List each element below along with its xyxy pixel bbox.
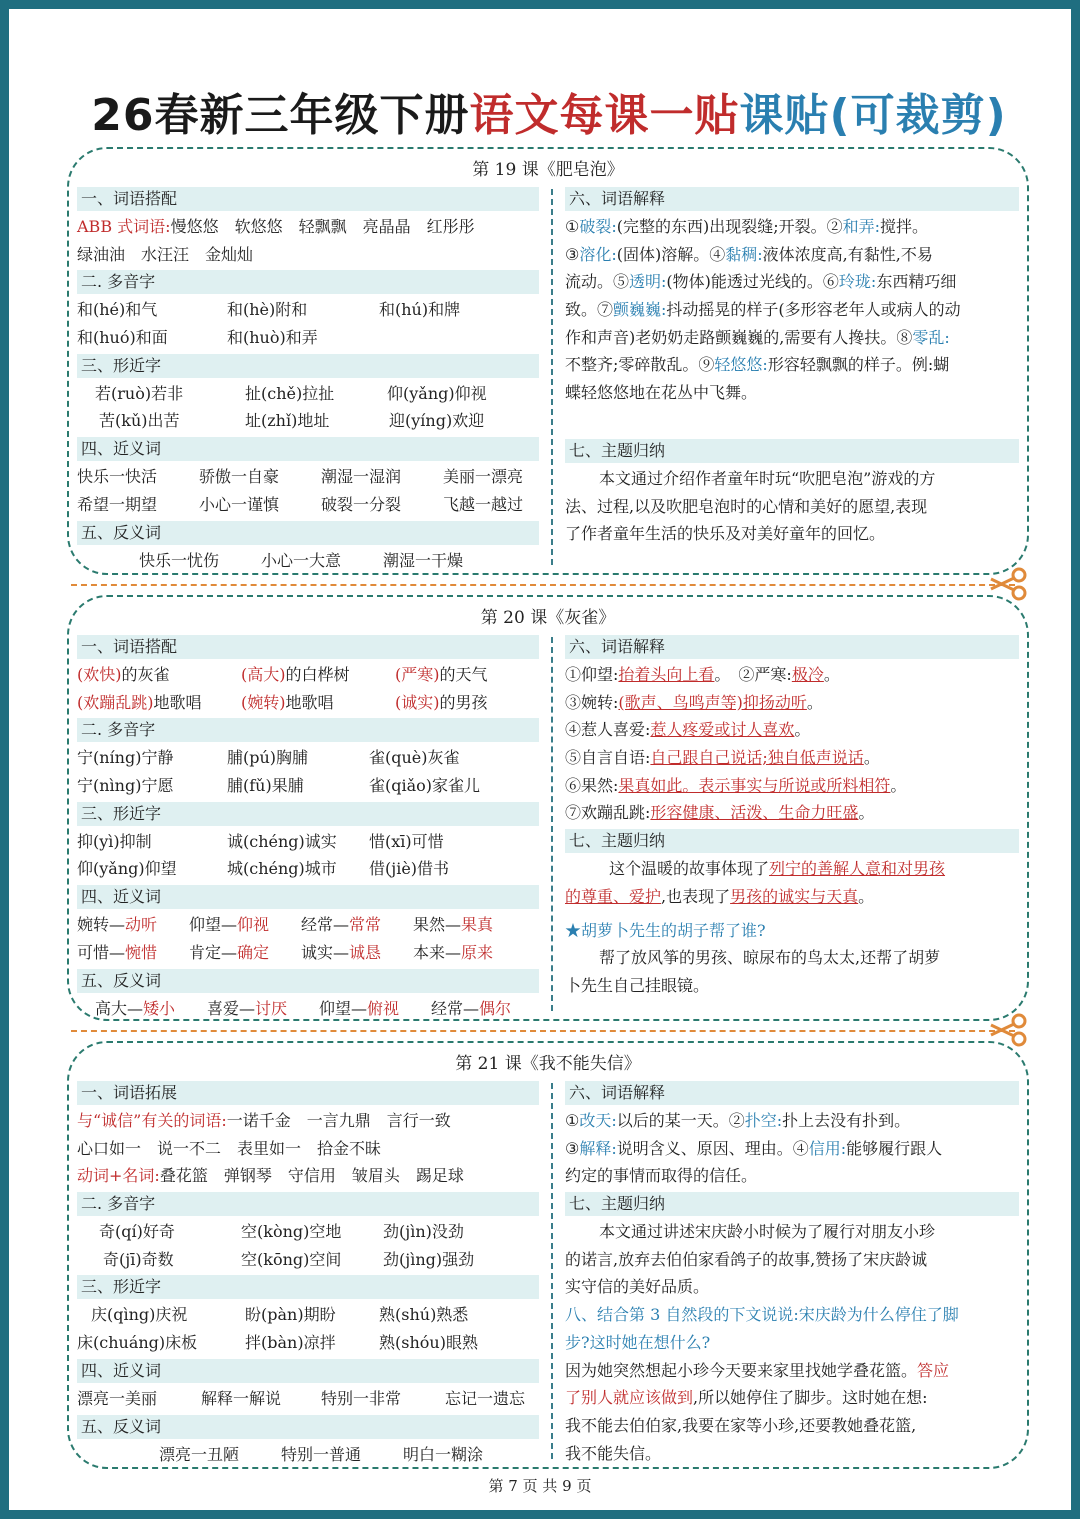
summary-line: 这个温暖的故事体现了 列宁的善解人意和对男孩 bbox=[609, 859, 946, 879]
answer-line: 我不能去伯伯家,我要在家等小珍,还要教她叠花篮, bbox=[565, 1415, 917, 1435]
definition-line: ⑤自言自语: 自己跟自己说话;独自低声说话 。 bbox=[565, 748, 880, 768]
right-column bbox=[565, 185, 1019, 548]
section-header: 七、主题归纳 bbox=[565, 829, 1019, 853]
list-item: 漂亮一丑陋 特别一普通 明白一糊涂 bbox=[159, 1444, 484, 1464]
definition-line: ⑥果然: 果真如此。表示事实与所说或所料相符 。 bbox=[565, 775, 907, 795]
definition-line: ③ 溶化: (固体)溶解。④ 黏稠: 液体浓度高,有黏性,不易 bbox=[565, 244, 933, 264]
question-line: ★胡萝卜先生的胡子帮了谁? bbox=[565, 920, 766, 940]
summary-line: 的尊重、爱护 ,也表现了 男孩的诚实与天真 。 bbox=[565, 886, 875, 906]
answer-line: 卜先生自己挂眼镜。 bbox=[565, 975, 710, 995]
list-item: 可惜—惋惜 肯定—确定 诚实—诚恳 本来—原来 bbox=[77, 942, 494, 962]
lesson-19-card bbox=[67, 147, 1029, 575]
section-header: 六、词语解释 bbox=[565, 1081, 1019, 1105]
section-header: 五、反义词 bbox=[77, 521, 539, 545]
page-number: 第 7 页 共 9 页 bbox=[488, 1477, 592, 1495]
section-header: 五、反义词 bbox=[77, 969, 539, 993]
section-header: 四、近义词 bbox=[77, 885, 539, 909]
section-header: 三、形近字 bbox=[77, 354, 539, 378]
right-column bbox=[565, 1079, 1019, 1467]
list-item: 与“诚信”有关的词语: 一诺千金 一言九鼎 言行一致 bbox=[77, 1111, 451, 1130]
section-header: 一、词语搭配 bbox=[77, 187, 539, 211]
list-item: 庆(qìng)庆祝 盼(pàn)期盼 熟(shú)熟悉 bbox=[91, 1305, 469, 1325]
section-header: 四、近义词 bbox=[77, 437, 539, 461]
left-column bbox=[77, 633, 539, 1022]
section-header: 二. 多音字 bbox=[77, 718, 539, 742]
definition-line: ① 破裂: (完整的东西)出现裂缝;开裂。② 和弄: 搅拌。 bbox=[565, 217, 929, 236]
answer-line: 我不能失信。 bbox=[565, 1443, 662, 1463]
summary-line: 本文通过讲述宋庆龄小时候为了履行对朋友小珍 bbox=[599, 1222, 936, 1242]
left-column bbox=[77, 185, 539, 574]
section-header: 七、主题归纳 bbox=[565, 1192, 1019, 1216]
definition-line: ③婉转: (歌声、鸟鸣声等)抑扬动听 。 bbox=[565, 692, 823, 712]
list-item: (欢快)的灰雀 (高大)的白桦树 (严寒)的天气 bbox=[77, 665, 488, 684]
section-header: 二. 多音字 bbox=[77, 1192, 539, 1216]
answer-line: 因为她突然想起小珍今天要来家里找她学叠花篮。 答应 bbox=[565, 1360, 950, 1380]
list-item: 宁(níng)宁静 脯(pú)胸脯 雀(què)灰雀 bbox=[77, 748, 460, 768]
definition-line: 约定的事情而取得的信任。 bbox=[565, 1166, 758, 1186]
list-item: 和(huó)和面 和(huò)和弄 bbox=[77, 328, 318, 348]
definition-line: ④惹人喜爱: 惹人疼爱或讨人喜欢 。 bbox=[565, 720, 811, 740]
definition-line: 不整齐;零碎散乱。⑨ 轻悠悠: 形容轻飘飘的样子。例:蝴 bbox=[565, 355, 950, 375]
section-header: 五、反义词 bbox=[77, 1415, 539, 1439]
definition-line: ⑦欢蹦乱跳: 形容健康、活泼、生命力旺盛 。 bbox=[565, 803, 875, 823]
section-header: 七、主题归纳 bbox=[565, 439, 1019, 463]
list-item: 快乐一忧伤 小心一大意 潮湿一干燥 bbox=[139, 550, 464, 570]
left-column bbox=[77, 1079, 539, 1468]
definition-line: ① 改天: 以后的某一天。② 扑空: 扑上去没有扑到。 bbox=[565, 1111, 911, 1130]
cut-line bbox=[9, 1021, 1071, 1041]
list-item: 漂亮一美丽 解释一解说 特别一非常 忘记一遗忘 bbox=[77, 1388, 526, 1408]
definition-line: 致。⑦ 颤巍巍: 抖动摇晃的样子(多形容老年人或病人的动 bbox=[565, 300, 961, 320]
answer-line: 帮了放风筝的男孩、晾尿布的鸟太太,还帮了胡萝 bbox=[599, 948, 941, 968]
definition-line: ①仰望: 抬着头向上看 。 ②严寒: 极冷 。 bbox=[565, 665, 840, 684]
lesson-heading: 第 20 课《灰雀》 bbox=[480, 608, 616, 628]
summary-line: 法、过程,以及吹肥皂泡时的心情和美好的愿望,表现 bbox=[565, 496, 928, 516]
list-item: 希望一期望 小心一谨慎 破裂一分裂 飞越一越过 bbox=[77, 494, 524, 514]
list-item: 宁(nìng)宁愿 脯(fǔ)果脯 雀(qiǎo)家雀儿 bbox=[77, 776, 481, 796]
title-part-subject: 语文每课一贴 bbox=[469, 90, 740, 141]
section-header: 二. 多音字 bbox=[77, 270, 539, 294]
summary-line: 了作者童年生活的快乐及对美好童年的回忆。 bbox=[565, 524, 886, 544]
definition-line: 流动。⑤ 透明: (物体)能透过光线的。⑥ 玲珑: 东西精巧细 bbox=[565, 272, 957, 292]
section-header: 六、词语解释 bbox=[565, 187, 1019, 211]
list-item: ABB 式词语: 慢悠悠 软悠悠 轻飘飘 亮晶晶 红彤彤 bbox=[77, 217, 475, 236]
list-item: 高大—矮小 喜爱—讨厌 仰望—俯视 经常—偶尔 bbox=[95, 998, 512, 1018]
list-item: (欢蹦乱跳)地歌唱 (婉转)地歌唱 (诚实)的男孩 bbox=[77, 692, 488, 712]
definition-line: 蝶轻悠悠地在花丛中飞舞。 bbox=[565, 383, 758, 403]
summary-line: 的诺言,放弃去伯伯家看鸽子的故事,赞扬了宋庆龄诚 bbox=[565, 1249, 928, 1269]
list-item: 抑(yì)抑制 诚(chéng)诚实 惜(xī)可惜 bbox=[77, 831, 444, 851]
section-header: 一、词语搭配 bbox=[77, 635, 539, 659]
title-part-grade: 26春新三年级下册 bbox=[91, 90, 470, 141]
list-item: 苦(kǔ)出苦 址(zhǐ)地址 迎(yíng)欢迎 bbox=[99, 411, 485, 431]
list-item: 快乐一快活 骄傲一自豪 潮湿一湿润 美丽一漂亮 bbox=[77, 467, 524, 487]
section-header: 六、词语解释 bbox=[565, 635, 1019, 659]
title-part-sticker: 课贴(可裁剪) bbox=[739, 90, 1007, 141]
question-line: 八、结合第 3 自然段的下文说说:宋庆龄为什么停住了脚 bbox=[565, 1305, 959, 1325]
cut-line bbox=[9, 575, 1071, 595]
definition-line: 作和声音)老奶奶走路颤巍巍的,需要有人搀扶。⑧ 零乱: bbox=[565, 327, 950, 347]
list-item: 和(hé)和气 和(hè)附和 和(hú)和牌 bbox=[77, 300, 461, 320]
question-line: 步?这时她在想什么? bbox=[565, 1332, 711, 1352]
answer-line: 了别人就应该做到 ,所以她停住了脚步。这时她在想: bbox=[565, 1388, 928, 1408]
list-item: 奇(jī)奇数 空(kōng)空间 劲(jìng)强劲 bbox=[103, 1249, 475, 1269]
page-title bbox=[9, 79, 1080, 143]
list-item: 仰(yǎng)仰望 城(chéng)城市 借(jiè)借书 bbox=[77, 859, 450, 879]
section-header: 一、词语拓展 bbox=[77, 1081, 539, 1105]
lesson-heading: 第 21 课《我不能失信》 bbox=[455, 1054, 641, 1074]
list-item: 奇(qí)好奇 空(kòng)空地 劲(jìn)没劲 bbox=[99, 1222, 464, 1242]
lesson-20-card bbox=[67, 595, 1029, 1021]
column-divider bbox=[551, 637, 553, 1011]
section-header: 三、形近字 bbox=[77, 802, 539, 826]
list-item: 动词+名词: 叠花篮 弹钢琴 守信用 皱眉头 踢足球 bbox=[77, 1166, 464, 1186]
column-divider bbox=[551, 189, 553, 565]
definition-line: ③ 解释: 说明含义、原因、理由。④ 信用: 能够履行跟人 bbox=[565, 1138, 943, 1158]
list-item: 婉转—动听 仰望—仰视 经常—常常 果然—果真 bbox=[77, 915, 494, 935]
lesson-21-card bbox=[67, 1041, 1029, 1469]
summary-line: 本文通过介绍作者童年时玩“吹肥皂泡”游戏的方 bbox=[599, 468, 936, 488]
column-divider bbox=[551, 1083, 553, 1459]
list-item: 若(ruò)若非 扯(chě)拉扯 仰(yǎng)仰视 bbox=[95, 383, 487, 403]
list-item: 心口如一 说一不二 表里如一 拾金不昧 bbox=[77, 1138, 382, 1158]
summary-line: 实守信的美好品质。 bbox=[565, 1277, 710, 1297]
section-header: 四、近义词 bbox=[77, 1359, 539, 1383]
section-header: 三、形近字 bbox=[77, 1275, 539, 1299]
list-item: 床(chuáng)床板 拌(bàn)凉拌 熟(shóu)眼熟 bbox=[77, 1333, 478, 1353]
lesson-heading: 第 19 课《肥皂泡》 bbox=[472, 160, 624, 180]
right-column bbox=[565, 633, 1019, 1000]
list-item: 绿油油 水汪汪 金灿灿 bbox=[77, 244, 254, 264]
